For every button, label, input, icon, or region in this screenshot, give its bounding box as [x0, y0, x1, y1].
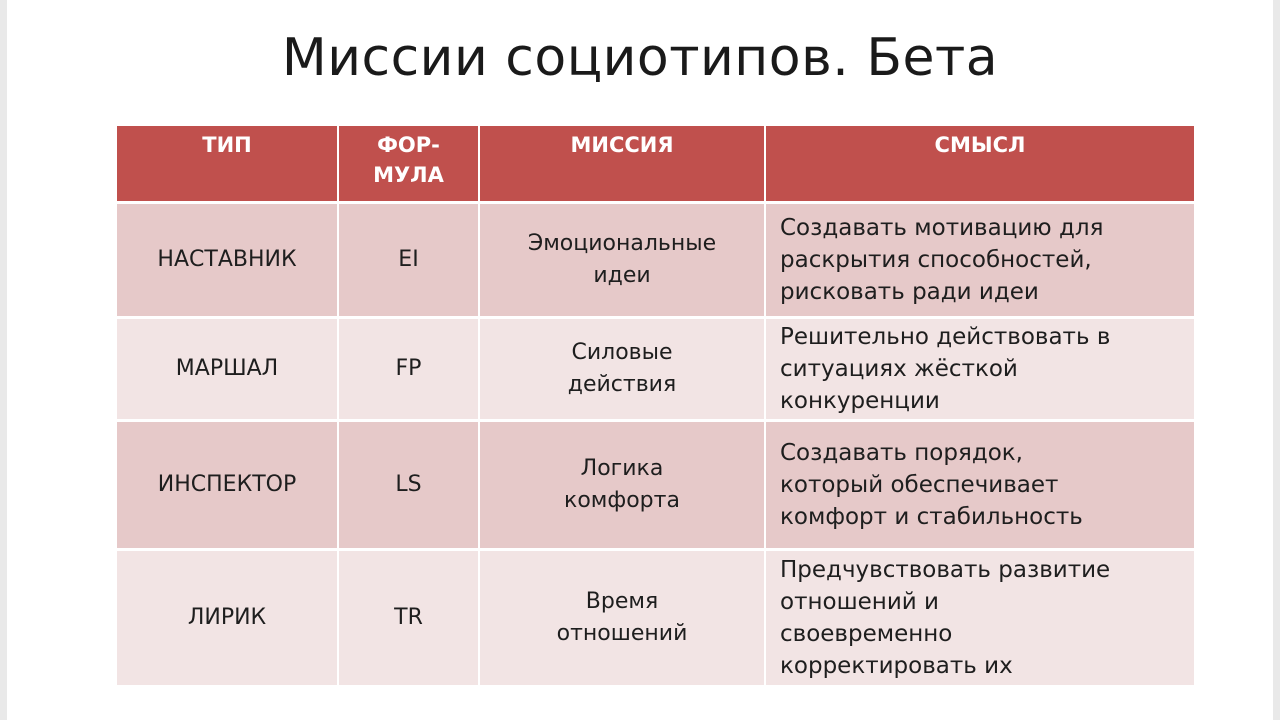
- cell-type: НАСТАВНИК: [117, 203, 338, 318]
- cell-line: ситуациях жёсткой: [780, 356, 1018, 382]
- cell-line: Эмоциональные: [527, 231, 717, 256]
- cell-line: Создавать мотивацию для: [780, 215, 1104, 241]
- table-row: [117, 421, 1194, 550]
- cell-formula: LS: [338, 421, 479, 550]
- cell-line: комфорта: [564, 488, 680, 513]
- cell-line: отношений: [556, 621, 688, 646]
- cell-meaning: [765, 421, 1194, 550]
- table-row: [117, 318, 1194, 421]
- cell-line: своевременно: [780, 621, 953, 647]
- cell-line: Время: [585, 589, 659, 614]
- cell-type: МАРШАЛ: [117, 318, 338, 421]
- cell-mission: [479, 318, 765, 421]
- table-row: [117, 550, 1194, 687]
- cell-mission: [479, 550, 765, 687]
- cell-line: комфорт и стабильность: [780, 504, 1083, 530]
- cell-meaning: [765, 318, 1194, 421]
- page-title: Миссии социотипов. Бета: [281, 28, 999, 88]
- slide-right-edge: [1273, 0, 1280, 720]
- cell-line: раскрытия способностей,: [780, 247, 1092, 273]
- cell-line: Предчувствовать развитие: [780, 557, 1111, 583]
- header-mission: МИССИЯ: [479, 126, 765, 203]
- slide-left-edge: [0, 0, 7, 720]
- header-formula: [338, 126, 479, 203]
- header-type: ТИП: [117, 126, 338, 203]
- cell-meaning: [765, 203, 1194, 318]
- header-formula-line: МУЛА: [373, 163, 444, 187]
- table-header-row: [117, 126, 1194, 203]
- cell-formula: EI: [338, 203, 479, 318]
- cell-line: идеи: [593, 263, 651, 288]
- header-meaning: СМЫСЛ: [765, 126, 1194, 203]
- missions-table: [117, 126, 1194, 688]
- cell-type: ИНСПЕКТОР: [117, 421, 338, 550]
- cell-line: действия: [567, 372, 677, 397]
- cell-line: отношений и: [780, 589, 939, 615]
- cell-line: конкуренции: [780, 388, 940, 414]
- header-formula-line: ФОР-: [377, 133, 440, 157]
- cell-formula: FP: [338, 318, 479, 421]
- cell-mission: [479, 203, 765, 318]
- cell-meaning: [765, 550, 1194, 687]
- cell-line: Логика: [580, 456, 664, 481]
- cell-type: ЛИРИК: [117, 550, 338, 687]
- cell-formula: TR: [338, 550, 479, 687]
- cell-line: рисковать ради идеи: [780, 279, 1039, 305]
- cell-mission: [479, 421, 765, 550]
- cell-line: Создавать порядок,: [780, 440, 1023, 466]
- table-row: [117, 203, 1194, 318]
- cell-line: который обеспечивает: [780, 472, 1059, 498]
- cell-line: Силовые: [571, 340, 673, 365]
- cell-line: корректировать их: [780, 653, 1013, 679]
- cell-line: Решительно действовать в: [780, 324, 1111, 350]
